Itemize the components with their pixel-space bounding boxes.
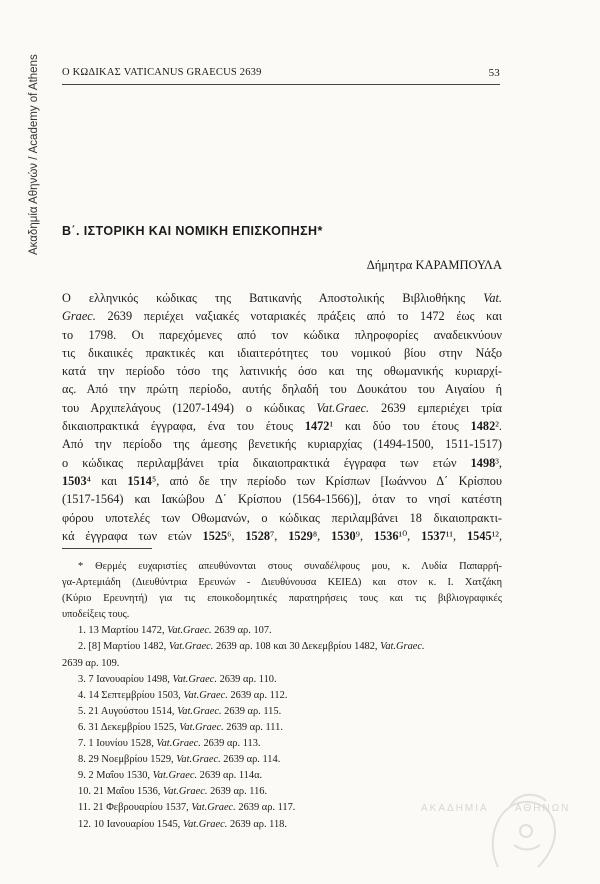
footnote-item: [62, 704, 502, 720]
body-line: τις δικαιικές πρακτικές και ιδιαιτερότητες του νομικού βίου στην Νάξο: [62, 345, 502, 360]
footnote-item: [62, 817, 502, 833]
footnote-num: 10.: [78, 786, 91, 798]
footnote-date: 10 Ιανουαρίου 1545,: [93, 818, 181, 830]
footnote-star-line: * Θερμές ευχαριστίες απευθύνονται στους συναδέλφους μου, κ. Λυδία Παπαρρή-: [78, 561, 502, 572]
footnote-item: [62, 720, 502, 736]
body-line: το 1798. Οι παρεχόμενες από τον κώδικα πληροφορίες αναδεικνύουν: [62, 327, 502, 342]
footnote-date: 14 Σεπτεμβρίου 1503,: [88, 689, 181, 701]
footnote-src: Vat.Graec.: [172, 673, 217, 685]
body-line: κά έγγραφα των ετών 1525⁶, 1528⁷, 1529⁸, 1530⁹, 1536¹⁰, 1537¹¹, 1545¹²,: [62, 528, 503, 543]
footnote-ref: 2639 αρ. 113.: [203, 738, 261, 750]
page-number: 53: [488, 67, 500, 79]
watermark-text-right: ΑΘΗΝΩΝ: [515, 803, 571, 814]
footnote-ref: 2639 αρ. 116.: [210, 786, 268, 798]
footnote-date: 7 Ιανουαρίου 1498,: [88, 673, 170, 685]
footnote-item: [62, 784, 502, 800]
footnote-src: Vat.Graec.: [176, 754, 221, 766]
footnote-item: [62, 639, 502, 655]
footnote-date: 29 Νοεμβρίου 1529,: [88, 754, 174, 766]
footnote-num: 4.: [78, 689, 86, 701]
footnote-num: 9.: [78, 770, 86, 782]
body-paragraph: [62, 289, 502, 545]
footnote-date: [8] Μαρτίου 1482,: [88, 641, 167, 653]
footnote-item: [62, 623, 502, 639]
body-line: του Αρχιπελάγους (1207-1494) ο κώδικας Vat.Graec. 2639 εμπεριέχει τρία: [62, 400, 502, 415]
footnote-item: [62, 768, 502, 784]
footnote-item: [62, 688, 502, 704]
body-line: κατά την περίοδο τόσο της λατινικής όσο και της οθωμανικής κυριαρχί-: [62, 364, 502, 379]
footnote-num: 5.: [78, 705, 86, 717]
footnote-ref: 2639 αρ. 117.: [238, 802, 296, 814]
footnote-src: Vat.Graec.: [191, 802, 236, 814]
footnote-src: Vat.Graec.: [179, 721, 224, 733]
footnote-item-continuation: 2639 αρ. 109.: [62, 657, 120, 669]
body-line: ο κώδικας περιλαμβάνει τρία δικαιοπρακτικά έγγραφα των ετών 1498³,: [62, 455, 502, 470]
section-title: Β΄. ΙΣΤΟΡΙΚΗ ΚΑΙ ΝΟΜΙΚΗ ΕΠΙΣΚΟΠΗΣΗ*: [62, 224, 323, 238]
footnote-num: 11.: [78, 802, 91, 814]
running-header: [62, 66, 500, 85]
body-line: (1517-1564) και Ιακώβου Δ΄ Κρίσπου (1564-1566)], όταν το νησί κατέστη: [62, 492, 502, 507]
body-line: 1503⁴ και 1514⁵, από δε την περίοδο των Κρίσπων [Ιωάννου Δ΄ Κρίσπου: [62, 473, 502, 488]
footnote-num: 12.: [78, 818, 91, 830]
footnotes: [62, 559, 502, 833]
footnote-num: 3.: [78, 673, 86, 685]
footnote-ref: 2639 αρ. 114α.: [199, 770, 263, 782]
footnote-src: Vat.Graec.: [183, 689, 228, 701]
body-line: Graec. 2639 περιέχει ναξιακές νοταριακές πράξεις από το 1472 έως και: [62, 309, 502, 324]
footnote-num: 2.: [78, 641, 86, 653]
footnote-src2: Vat.Graec.: [380, 641, 425, 653]
athena-watermark-icon: [458, 787, 578, 877]
body-line: δικαιοπρακτικά έγγραφα, ένα του έτους 1472¹ και δύο του έτους 1482².: [62, 419, 502, 434]
footnote-date: 21 Φεβρουαρίου 1537,: [93, 802, 189, 814]
footnote-src: Vat.Graec.: [156, 738, 201, 750]
author-name: Δήμητρα ΚΑΡΑΜΠΟΥΛΑ: [366, 258, 502, 272]
footnote-date: 1 Ιουνίου 1528,: [88, 738, 154, 750]
footnote-src: Vat.Graec.: [177, 705, 222, 717]
body-line: ας. Από την πρώτη περίοδο, αυτής δηλαδή του Δουκάτου του Αιγαίου ή: [62, 382, 502, 397]
footnote-ref: 2639 αρ. 112.: [230, 689, 288, 701]
footnote-num: 7.: [78, 738, 86, 750]
footnote-src: Vat.Graec.: [152, 770, 198, 782]
watermark-text-left: ΑΚΑΔΗΜΙΑ: [421, 803, 489, 814]
body-line: Από την περίοδο της άμεσης βενετικής κυριαρχίας (1494-1500, 1511-1517): [62, 437, 502, 452]
footnote-item: [62, 736, 502, 752]
footnote-src: Vat.Graec.: [168, 641, 214, 653]
running-title: Ο ΚΩΔΙΚΑΣ VATICANUS GRAECUS 2639: [62, 67, 262, 78]
footnote-date: 2 Μαΐου 1530,: [88, 770, 150, 782]
footnote-star-line: (Κύριο Ερευνητή) για τις εποικοδομητικές παρατηρήσεις τους και τις βιβλιογραφικές: [62, 593, 502, 605]
footnote-date: 21 Μαΐου 1536,: [93, 786, 161, 798]
footnote-ref: 2639 αρ. 108 και 30 Δεκεμβρίου 1482,: [215, 641, 378, 653]
footnote-ref: 2639 αρ. 110.: [219, 673, 277, 685]
footnote-ref: 2639 αρ. 115.: [224, 705, 282, 717]
footnote-ref: 2639 αρ. 118.: [229, 818, 287, 830]
footnote-ref: 2639 αρ. 111.: [226, 721, 283, 733]
body-line: φόρου υποτελές των Οθωμανών, ο κώδικας περιλαμβάνει 18 δικαιοπρακτι-: [62, 510, 502, 525]
footnote-star-line: υποδείξεις τους.: [62, 609, 130, 621]
footnote-date: 31 Δεκεμβρίου 1525,: [88, 721, 177, 733]
footnote-src: Vat.Graec.: [167, 625, 212, 637]
footnote-item: [62, 752, 502, 768]
footnote-num: 8.: [78, 754, 86, 766]
footnote-num: 1.: [78, 625, 86, 637]
footnote-list: [62, 623, 502, 832]
footnote-star-line: γα-Αρτεμιάδη (Διευθύντρια Ερευνών - Διευθύνουσα ΚΕΙΕΔ) και στον κ. Ι. Χατζάκη: [62, 577, 502, 589]
footnote-divider: [62, 548, 152, 549]
body-line: Ο ελληνικός κώδικας της Βατικανής Αποστολικής Βιβλιοθήκης Vat.: [62, 291, 502, 305]
footnote-num: 6.: [78, 721, 86, 733]
footnote-ref: 2639 αρ. 114.: [223, 754, 281, 766]
footnote-src: Vat.Graec.: [182, 818, 228, 830]
footnote-src: Vat.Graec.: [163, 786, 208, 798]
footnote-item: [62, 672, 502, 688]
footnote-date: 13 Μαρτίου 1472,: [88, 625, 165, 637]
footnote-ref: 2639 αρ. 107.: [214, 625, 272, 637]
archive-side-label: Ακαδημία Αθηνών / Academy of Athens: [28, 54, 40, 255]
footnote-date: 21 Αυγούστου 1514,: [88, 705, 175, 717]
